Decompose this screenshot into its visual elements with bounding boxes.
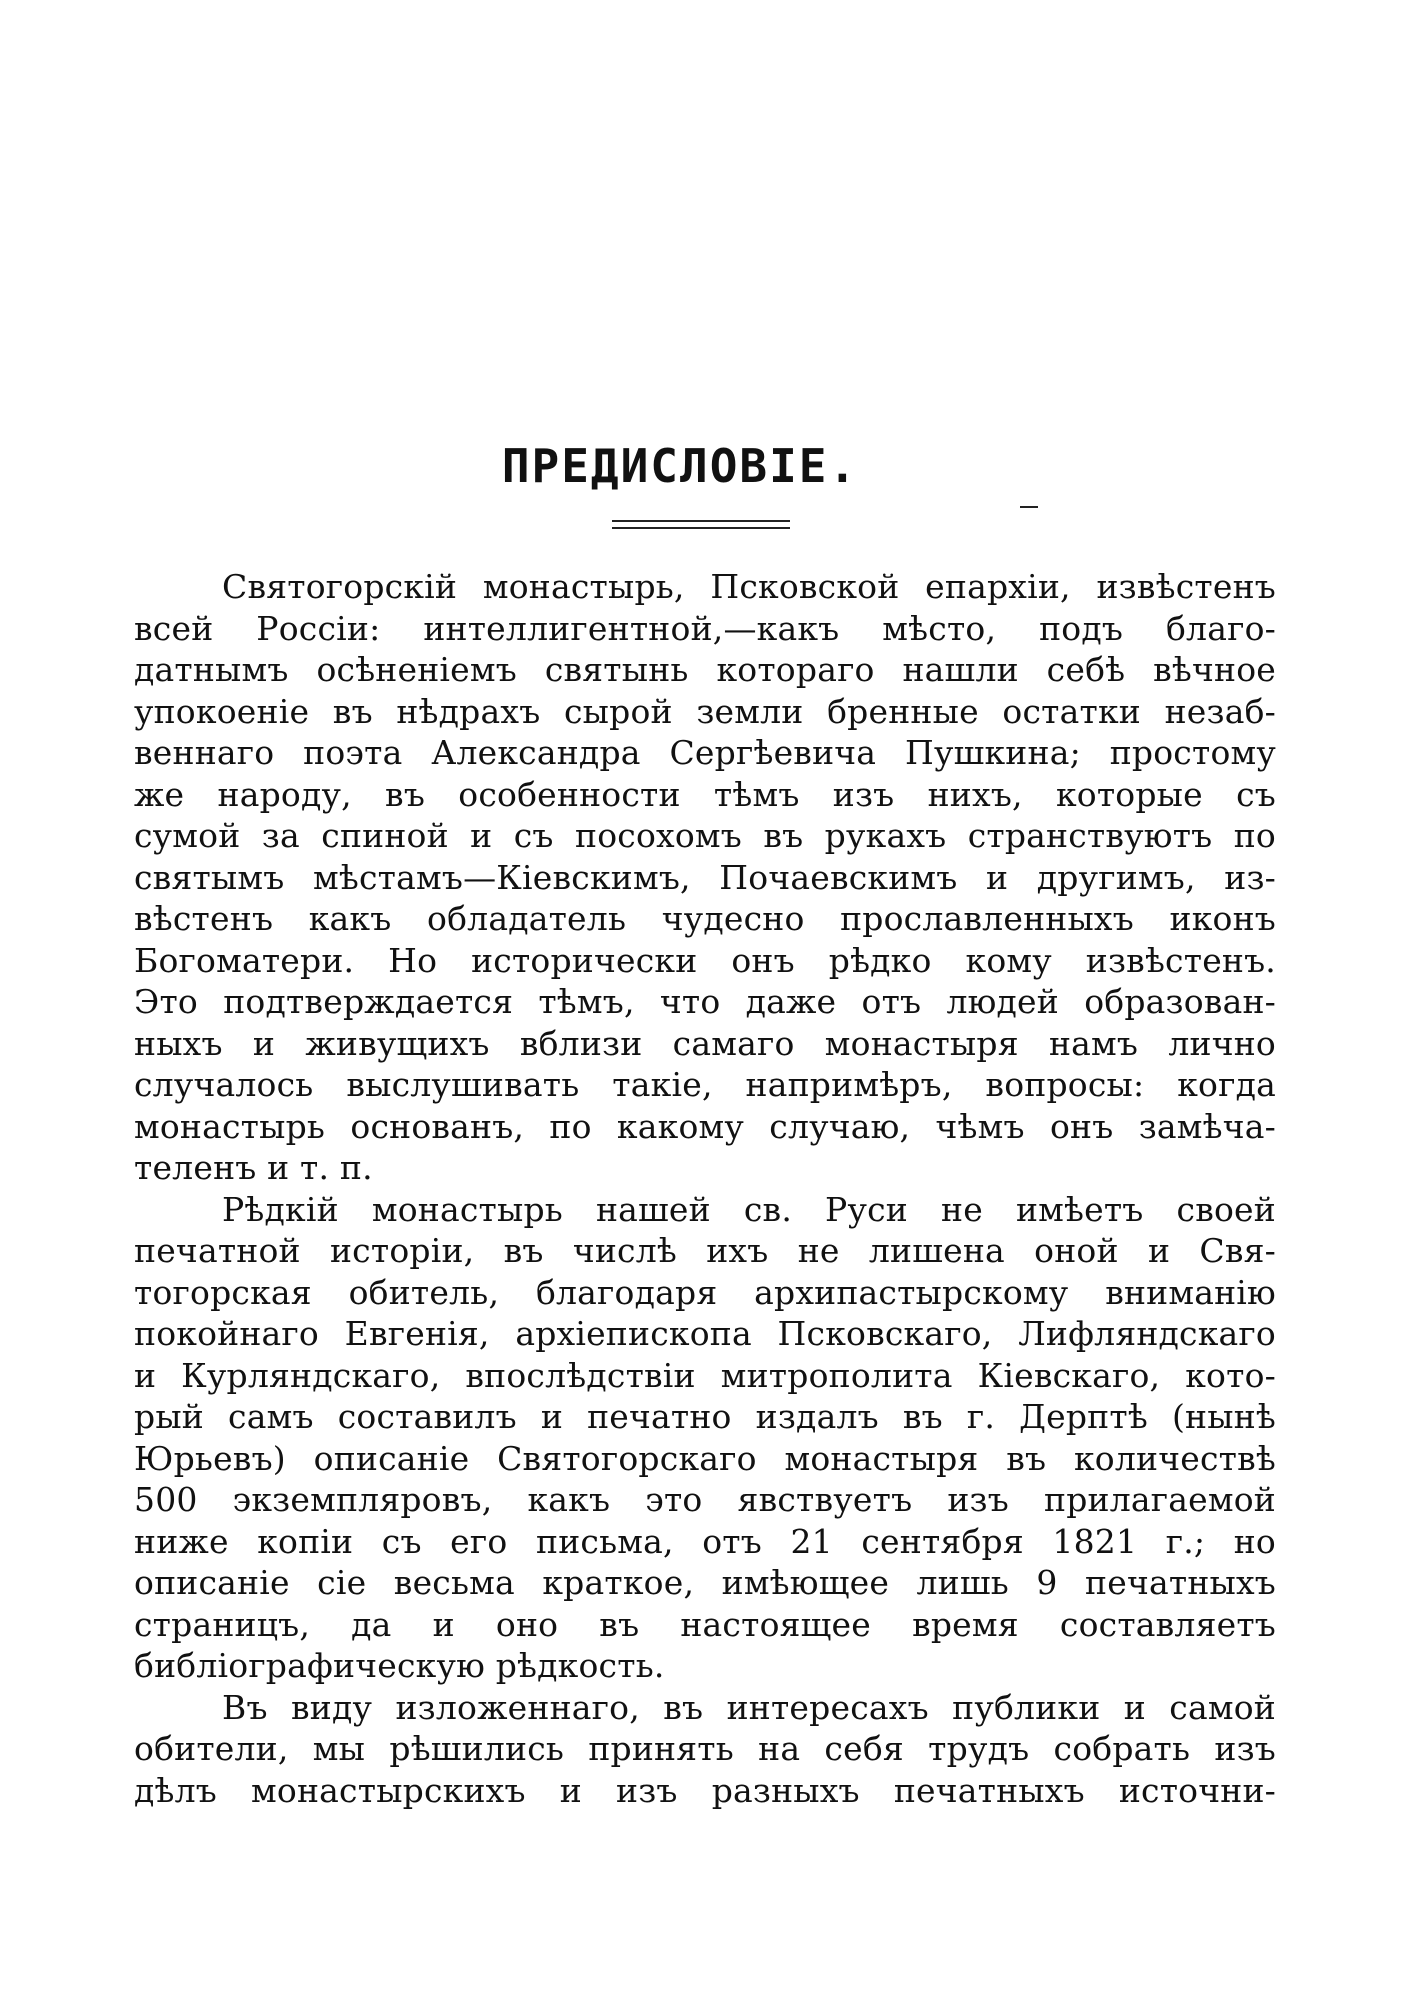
text-line: обители, мы рѣшились принять на себя трудъ собрать изъ [134, 1729, 1276, 1768]
text-line: ниже копіи съ его письма, отъ 21 сентября 1821 г.; но [134, 1521, 1276, 1561]
text-line: случалось выслушивать такіе, напримѣръ, вопросы: когда [134, 1065, 1276, 1104]
text-line: покойнаго Евгенія, архіепископа Псковскаго, Лифляндскаго [134, 1314, 1276, 1353]
text-line: Въ виду изложеннаго, въ интересахъ публики и самой [222, 1687, 1276, 1727]
text-line: тогорская обитель, благодаря архипастырскому вниманію [134, 1272, 1276, 1312]
text-line: Рѣдкій монастырь нашей св. Руси не имѣетъ своей [222, 1189, 1276, 1229]
text-line: дѣлъ монастырскихъ и изъ разныхъ печатныхъ источни- [134, 1770, 1276, 1810]
text-line: сумой за спиной и съ посохомъ въ рукахъ странствуютъ по [134, 816, 1276, 855]
text-line: Святогорскій монастырь, Псковской епархіи, извѣстенъ [222, 567, 1276, 606]
stray-dash-mark [1020, 506, 1038, 508]
text-line: вѣстенъ какъ обладатель чудесно прославленныхъ иконъ [134, 899, 1276, 938]
text-line: и Курляндскаго, впослѣдствіи митрополита Кіевскаго, кото- [134, 1355, 1276, 1395]
text-line: печатной исторіи, въ числѣ ихъ не лишена оной и Свя- [134, 1231, 1276, 1270]
text-line: рый самъ составилъ и печатно издалъ въ г. Дерптѣ (нынѣ [134, 1397, 1276, 1436]
text-line: упокоеніе въ нѣдрахъ сырой земли бренные остатки незаб- [134, 691, 1276, 731]
text-line: всей Россіи: интеллигентной,—какъ мѣсто, подъ благо- [134, 608, 1276, 648]
text-line: датнымъ осѣненіемъ святынь котораго нашли себѣ вѣчное [134, 650, 1276, 689]
body-text [134, 566, 1276, 1811]
text-line: святымъ мѣстамъ—Кіевскимъ, Почаевскимъ и другимъ, из- [134, 857, 1276, 897]
text-line: Это подтверждается тѣмъ, что даже отъ людей образован- [134, 982, 1276, 1021]
text-line: 500 экземпляровъ, какъ это явствуетъ изъ прилагаемой [134, 1480, 1276, 1519]
text-line: Юрьевъ) описаніе Святогорскаго монастыря въ количествѣ [134, 1438, 1276, 1478]
text-line: монастырь основанъ, по какому случаю, чѣмъ онъ замѣча- [134, 1106, 1276, 1146]
text-line: описаніе сіе весьма краткое, имѣющее лишь 9 печатныхъ [134, 1563, 1276, 1602]
text-line: библіографическую рѣдкость. [134, 1646, 665, 1685]
page-title: ПРЕДИСЛОВІЕ. [501, 439, 859, 493]
text-line: Богоматери. Но исторически онъ рѣдко кому извѣстенъ. [134, 940, 1276, 980]
text-line: веннаго поэта Александра Сергѣевича Пушкина; простому [134, 733, 1276, 772]
text-line: ныхъ и живущихъ вблизи самаго монастыря намъ лично [134, 1023, 1276, 1063]
text-line: теленъ и т. п. [134, 1148, 373, 1187]
title-double-rule [612, 520, 790, 529]
text-line: страницъ, да и оно въ настоящее время составляетъ [134, 1604, 1276, 1644]
text-line: же народу, въ особенности тѣмъ изъ нихъ, которые съ [134, 774, 1276, 814]
